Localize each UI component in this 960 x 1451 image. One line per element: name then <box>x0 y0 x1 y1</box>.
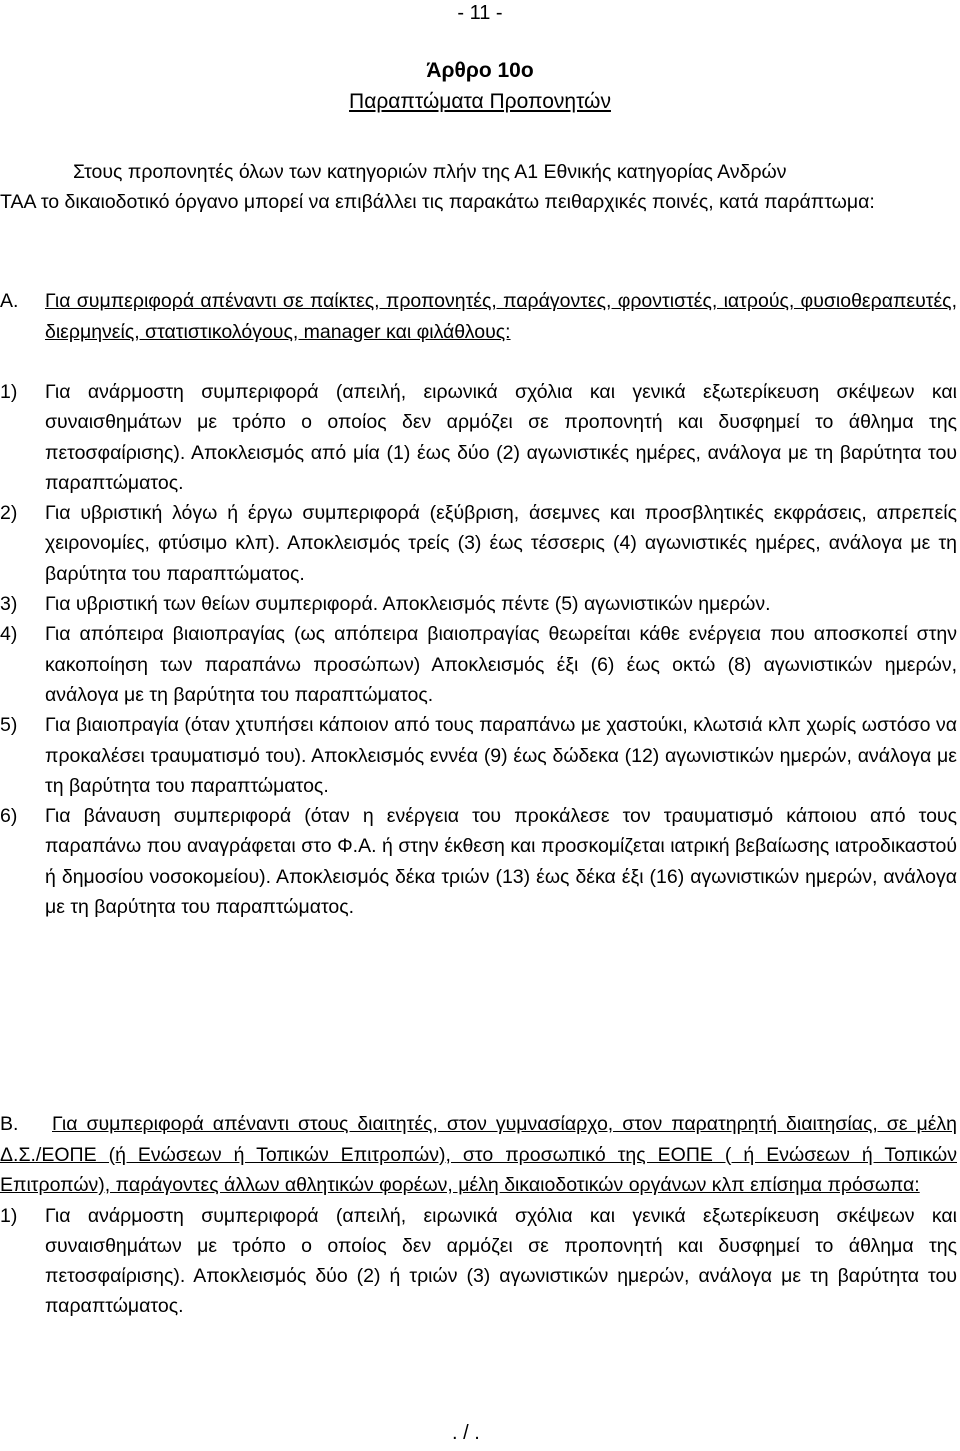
section-a-heading <box>0 286 957 347</box>
page-number: - 11 - <box>457 2 503 24</box>
item-number: 3) <box>0 593 18 616</box>
list-item <box>0 1201 957 1322</box>
item-text: Για ανάρμοστη συμπεριφορά (απειλή, ειρωνικά σχόλια και γενικά εξωτερίκευση σκέψεων και συναισθημάτων με τρόπο ο οποίος δεν αρμόζει σε προπονητή και δυσφημεί το άθλημα της πετοσφαίρισης). Αποκλεισμός δύο (2) ή τριών (3) αγωνιστικών ημερών, ανάλογα με τη βαρύτητα του παραπτώματος. <box>45 1204 957 1318</box>
list-item <box>0 377 957 498</box>
list-item <box>0 498 957 589</box>
section-b-heading <box>0 1109 957 1201</box>
section-b <box>0 1109 957 1322</box>
intro-paragraph <box>0 157 957 217</box>
section-a-letter: Α. <box>0 290 19 312</box>
item-text: Για βιαιοπραγία (όταν χτυπήσει κάποιον από τους παραπάνω με χαστούκι, κλωτσιά κλπ χωρίς ωστόσο να προκαλέσει τραυματισμό του). Αποκλεισμός εννέα (9) έως δώδεκα (12) αγωνιστικών ημερών, ανάλογα με τη βαρύτητα του παραπτώματος. <box>45 714 957 797</box>
item-number: 1) <box>0 1204 18 1227</box>
item-number: 6) <box>0 805 18 828</box>
item-text: Για υβριστική λόγω ή έργω συμπεριφορά (εξύβριση, άσεμνες και προσβλητικές εκφράσεις, απρεπείς χειρονομίες, φτύσιμο κλπ). Αποκλεισμός τρείς (3) έως τέσσερις (4) αγωνιστικές ημέρες, ανάλογα με τη βαρύτητα του παραπτώματος. <box>45 502 957 585</box>
section-a-heading-text: Για συμπεριφορά απέναντι σε παίκτες, προπονητές, παράγοντες, φροντιστές, ιατρούς, φυσιοθεραπευτές, διερμηνείς, στατιστικολόγους, manager και φιλάθλους: <box>45 290 957 343</box>
section-b-heading-text: Για συμπεριφορά απέναντι στους διαιτητές, στον γυμνασίαρχο, στον παρατηρητή διαιτησίας, σε μέλη Δ.Σ./ΕΟΠΕ (ή Ενώσεων ή Τοπικών Επιτροπών), στο προσωπικό της ΕΟΠΕ ( ή Ενώσεων ή Τοπικών Επιτροπών), παράγοντες άλλων αθλητικών φορέων, μέλη δικαιοδοτικών οργάνων κλπ επίσημα πρόσωπα: <box>0 1113 957 1196</box>
item-text: Για απόπειρα βιαιοπραγίας (ως απόπειρα βιαιοπραγίας θεωρείται κάθε ενέργεια που αποσκοπεί στην κακοποίηση των παραπάνω προσώπων) Αποκλεισμός έξι (6) έως οκτώ (8) αγωνιστικών ημερών, ανάλογα με τη βαρύτητα του παραπτώματος. <box>45 623 957 706</box>
intro-first-line: Στους προπονητές όλων των κατηγοριών πλήν της Α1 Εθνικής κατηγορίας Ανδρών <box>73 161 787 183</box>
section-b-letter: Β. <box>0 1113 19 1135</box>
item-text: Για βάναυση συμπεριφορά (όταν η ενέργεια του προκάλεσε τον τραυματισμό κάποιου από τους παραπάνω που αναγράφεται στο Φ.Α. ή στην έκθεση και προσκομίζεται ιατρική βεβαίωσης ιατροδικαστού ή δημοσίου νοσοκομείου). Αποκλεισμός δέκα τριών (13) έως δέκα έξι (16) αγωνιστικών ημερών, ανάλογα με τη βαρύτητα του παραπτώματος. <box>45 805 957 919</box>
section-a-items <box>0 377 957 922</box>
item-number: 1) <box>0 381 18 403</box>
list-item <box>0 619 957 710</box>
item-text: Για ανάρμοστη συμπεριφορά (απειλή, ειρωνικά σχόλια και γενικά εξωτερίκευση σκέψεων και συναισθημάτων με τρόπο ο οποίος δεν αρμόζει σε προπονητή και δυσφημεί το άθλημα της πετοσφαίρισης). Αποκλεισμός από μία (1) έως δύο (2) αγωνιστικές ημέρες, ανάλογα με τη βαρύτητα του παραπτώματος. <box>45 381 957 494</box>
item-number: 4) <box>0 623 18 646</box>
section-a <box>0 286 957 922</box>
intro-continuation: ΤΑΑ το δικαιοδοτικό όργανο μπορεί να επιβάλλει τις παρακάτω πειθαρχικές ποινές, κατά παράπτωμα: <box>0 191 875 213</box>
article-subtitle: Παραπτώματα Προπονητών <box>349 90 611 113</box>
list-item <box>0 801 957 922</box>
item-number: 2) <box>0 502 18 525</box>
list-item <box>0 710 957 801</box>
item-text: Για υβριστική των θείων συμπεριφορά. Αποκλεισμός πέντε (5) αγωνιστικών ημερών. <box>45 593 771 616</box>
article-title: Άρθρο 10ο <box>426 59 534 82</box>
list-item <box>0 589 957 619</box>
continuation-mark: . / . <box>452 1422 480 1444</box>
item-number: 5) <box>0 714 18 737</box>
section-b-items <box>0 1201 957 1322</box>
